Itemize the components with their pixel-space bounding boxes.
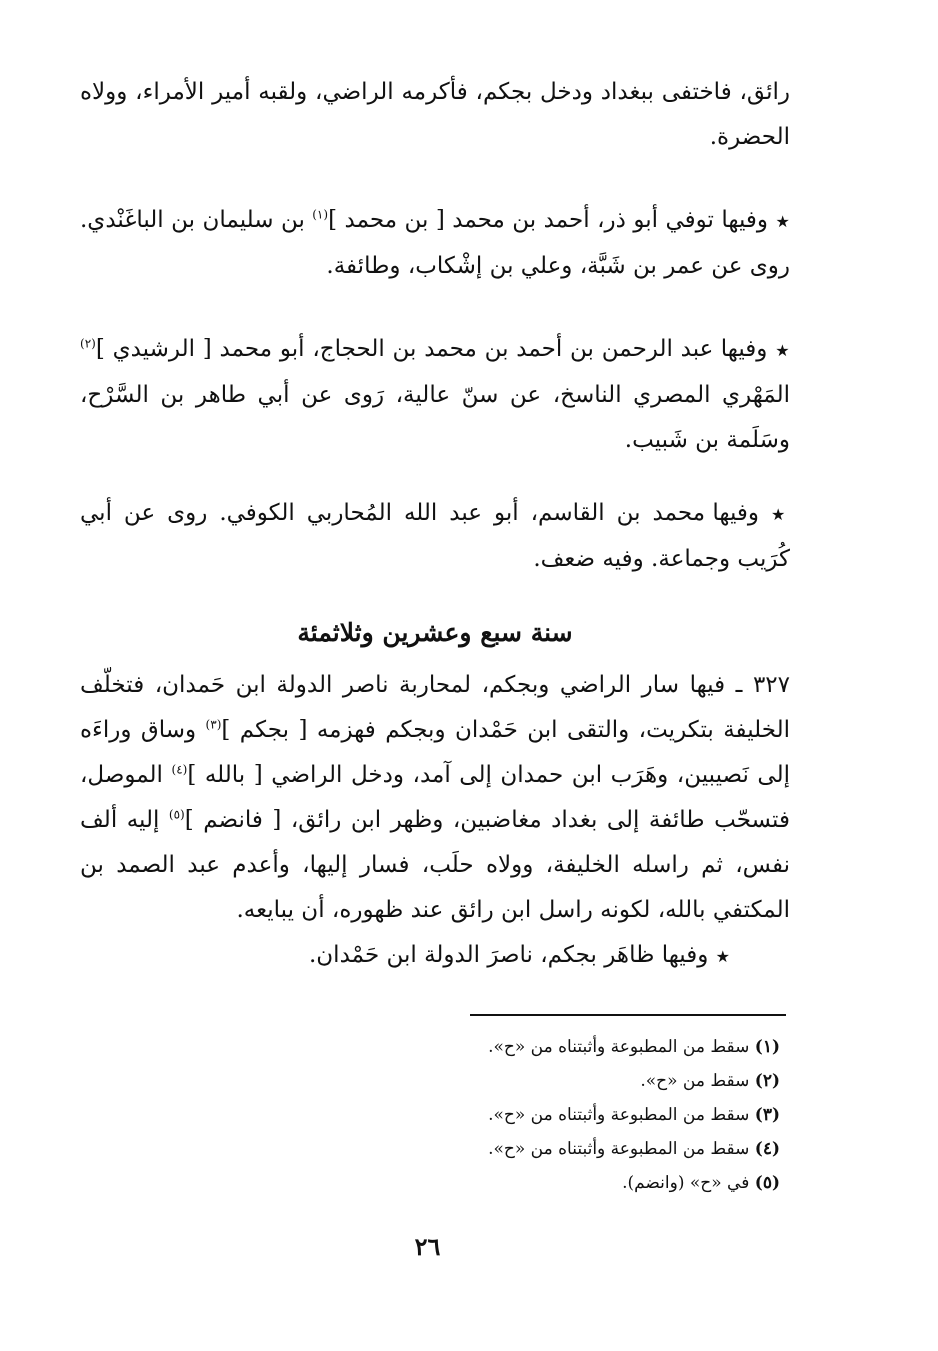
paragraph-1 xyxy=(80,70,790,160)
paragraph-3-text-a: وفيها عبد الرحمن بن أحمد بن محمد بن الحجاج، أبو محمد [ الرشيدي ] xyxy=(95,336,768,362)
year-entry-text-c: الموصل، فتسحّب طائفة إلى بغداد مغاضبين، وظهر ابن رائق، [ فانضم ] xyxy=(80,762,790,833)
footnote-number: (٣) xyxy=(754,1105,780,1125)
footnote-ref-2: (٢) xyxy=(80,336,96,351)
footnote-2 xyxy=(80,1064,780,1098)
footnote-text: سقط من المطبوعة وأثبتناه من «ح». xyxy=(488,1037,750,1057)
footnote-1 xyxy=(80,1030,780,1064)
paragraph-last-text: وفيها ظاهَر بجكم، ناصرَ الدولة ابن حَمْدان. xyxy=(308,942,709,968)
paragraph-3-text-b: المَهْري المصري الناسخ، عن سنّ عالية، رَوى عن أبي طاهر بن السَّرْح، وسَلَمة بن شَبيب. xyxy=(80,382,790,453)
footnote-text: سقط من «ح». xyxy=(640,1071,750,1091)
paragraph-1-text: رائق، فاختفى ببغداد ودخل بجكم، فأكرمه الراضي، ولقبه أمير الأمراء، وولاه الحضرة. xyxy=(80,79,790,150)
page-body xyxy=(80,70,790,979)
year-heading: سنة سبع وعشرين وثلاثمئة xyxy=(297,618,573,647)
footnote-ref-1: (١) xyxy=(312,207,329,222)
footnote-5 xyxy=(80,1166,780,1200)
star-icon: ★ xyxy=(715,947,730,966)
footnote-ref-5: (٥) xyxy=(168,807,185,822)
footnotes xyxy=(80,1030,780,1200)
paragraph-last xyxy=(80,933,790,979)
spacer xyxy=(80,160,790,198)
spacer xyxy=(80,582,790,610)
year-entry-paragraph xyxy=(80,663,790,933)
year-entry-text-d: إليه ألف نفس، ثم راسله الخليفة، وولاه حلَب، فسار إليها، وأعدم عبد الصمد بن المكتفي بالله، لكونه راسل ابن رائق عند ظهوره، أن يبايعه. xyxy=(80,807,790,923)
year-entry-text-b: وساق وراءَه إلى نَصيبين، وهَرَب ابن حمدان إلى آمد، ودخل الراضي [ بالله ] xyxy=(80,717,790,788)
paragraph-2 xyxy=(80,198,790,289)
spacer xyxy=(80,289,790,327)
footnote-text: سقط من المطبوعة وأثبتناه من «ح». xyxy=(488,1139,750,1159)
footnote-text: في «ح» (وانضم). xyxy=(622,1173,750,1193)
spacer xyxy=(80,463,790,491)
page-number: ٢٦ xyxy=(414,1232,441,1261)
star-icon: ★ xyxy=(771,505,791,524)
paragraph-4 xyxy=(80,491,790,582)
paragraph-3 xyxy=(80,327,790,463)
footnote-4 xyxy=(80,1132,780,1166)
paragraph-2-text-b: بن سليمان بن الباغَنْدي. روى عن عمر بن شَبَّة، وعلي بن إشْكاب، وطائفة. xyxy=(80,207,790,279)
footnote-divider xyxy=(470,1014,786,1016)
footnote-3 xyxy=(80,1098,780,1132)
footnote-ref-3: (٣) xyxy=(205,717,222,732)
paragraph-4-text: وفيها محمد بن القاسم، أبو عبد الله المُحاربي الكوفي. روى عن أبي كُرَيب وجماعة. وفيه ضعف. xyxy=(80,500,790,572)
footnote-ref-4: (٤) xyxy=(171,762,188,777)
year-entry-text-a: ٣٢٧ ـ فيها سار الراضي وبجكم، لمحاربة ناصر الدولة ابن حَمدان، فتخلّف الخليفة بتكريت، والتقى ابن حَمْدان وبجكم فهزمه [ بجكم ] xyxy=(80,672,790,743)
footnote-number: (٥) xyxy=(754,1173,780,1193)
star-icon: ★ xyxy=(775,212,790,231)
footnote-number: (١) xyxy=(754,1037,780,1057)
footnote-number: (٤) xyxy=(754,1139,780,1159)
paragraph-2-text-a: وفيها توفي أبو ذر، أحمد بن محمد [ بن محمد ] xyxy=(328,207,769,233)
footnote-number: (٢) xyxy=(754,1071,780,1091)
star-icon: ★ xyxy=(775,341,791,360)
footnote-text: سقط من المطبوعة وأثبتناه من «ح». xyxy=(488,1105,750,1125)
